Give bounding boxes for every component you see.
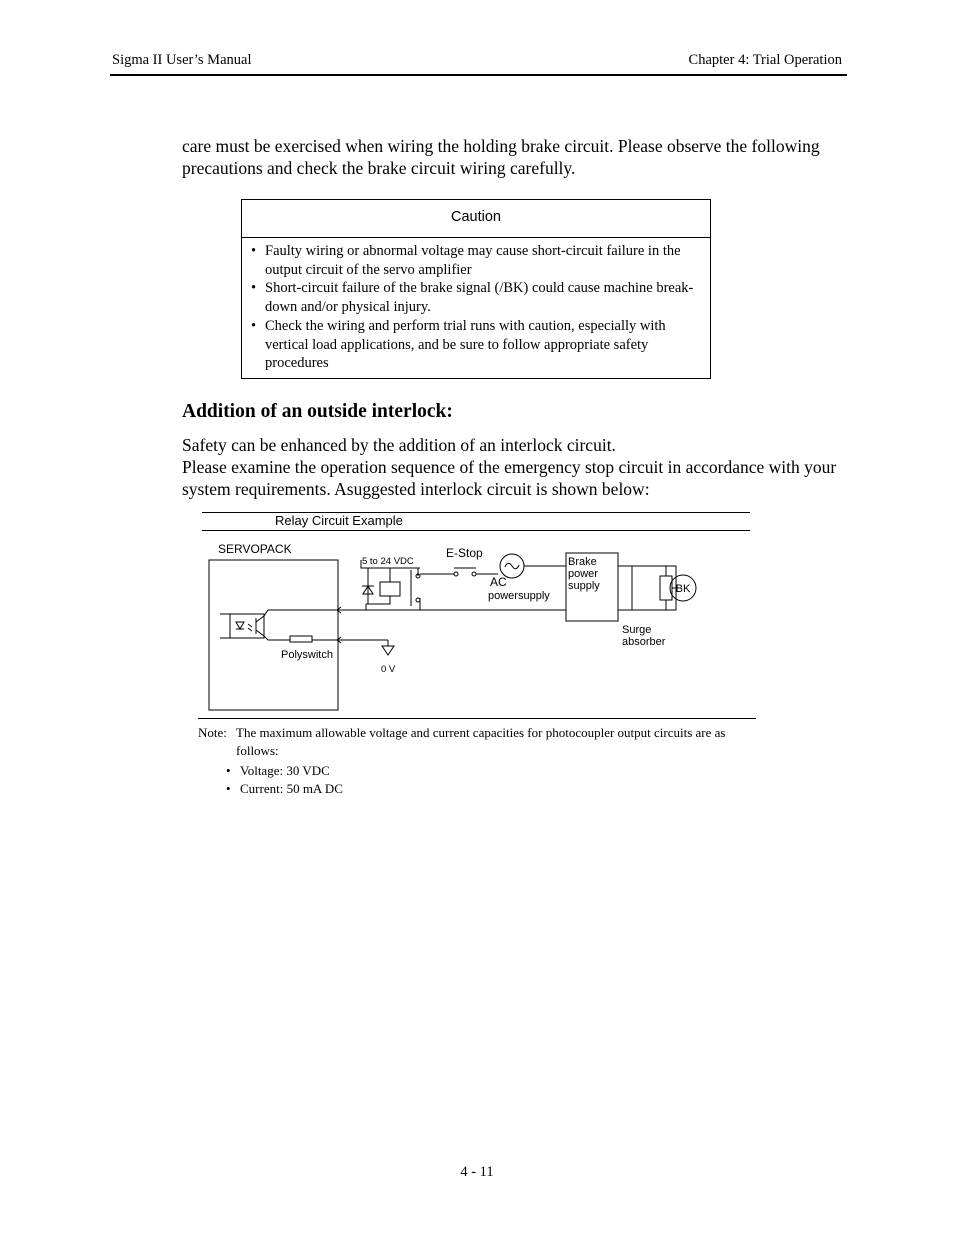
section-paragraph: Please examine the operation sequence of the emergency stop circuit in accordance with your system requirements. Asuggested interlock circuit is shown below:	[182, 457, 837, 499]
relay-circuit-figure	[196, 512, 762, 802]
relay-coil	[380, 582, 400, 596]
caution-item: • Short-circuit failure of the brake signal (/BK) could cause machine break-down and/or physical injury.	[251, 280, 694, 316]
page-number: 4 - 11	[460, 1164, 494, 1180]
surge-label-1: Surge	[622, 624, 652, 636]
note-text: The maximum allowable voltage and current capacities for photocoupler output circuits are as follows:	[236, 725, 726, 758]
header-rule	[110, 74, 847, 76]
section-line: Safety can be enhanced by the addition of an interlock circuit.	[182, 435, 616, 455]
caution-box	[241, 199, 711, 379]
figure-title: Relay Circuit Example	[275, 513, 403, 528]
photocoupler-symbol	[230, 614, 264, 638]
caution-title: Caution	[242, 200, 710, 238]
brake-label-2: power	[568, 568, 598, 580]
intro-paragraph: care must be exercised when wiring the holding brake circuit. Please observe the following precautions and check the brake circuit wiring carefully.	[182, 136, 820, 178]
caution-item: • Check the wiring and perform trial runs with caution, especially with vertical load applications, and be sure to follow appropriate safety procedures	[251, 317, 666, 372]
note-item: • Voltage: 30 VDC	[226, 763, 330, 778]
note-label: Note:	[198, 725, 227, 740]
running-header-chapter: Chapter 4: Trial Operation	[688, 52, 842, 68]
bk-label: BK	[675, 583, 691, 595]
polyswitch-symbol	[290, 636, 312, 642]
zero-volt-label: 0 V	[381, 664, 396, 675]
running-header-title: Sigma II User’s Manual	[112, 52, 252, 68]
caution-item: • Faulty wiring or abnormal voltage may cause short-circuit failure in the output circuit of the servo amplifier	[251, 243, 681, 278]
voltage-label: 5 to 24 VDC	[362, 556, 414, 567]
surge-label-2: absorber	[622, 636, 666, 648]
estop-label: E-Stop	[446, 546, 483, 560]
note-list	[226, 762, 343, 798]
circuit-diagram	[196, 512, 762, 717]
servopack-label: SERVOPACK	[218, 542, 292, 556]
figure-note-rule	[198, 718, 756, 719]
note-item: • Current: 50 mA DC	[226, 781, 343, 796]
ac-label-2: powersupply	[488, 590, 550, 602]
servopack-box	[209, 560, 338, 710]
caution-list	[242, 242, 710, 373]
section-heading: Addition of an outside interlock:	[182, 401, 453, 422]
brake-label-1: Brake	[568, 556, 597, 568]
polyswitch-label: Polyswitch	[281, 649, 333, 661]
brake-label-3: supply	[568, 580, 600, 592]
ac-label: AC	[490, 575, 507, 589]
